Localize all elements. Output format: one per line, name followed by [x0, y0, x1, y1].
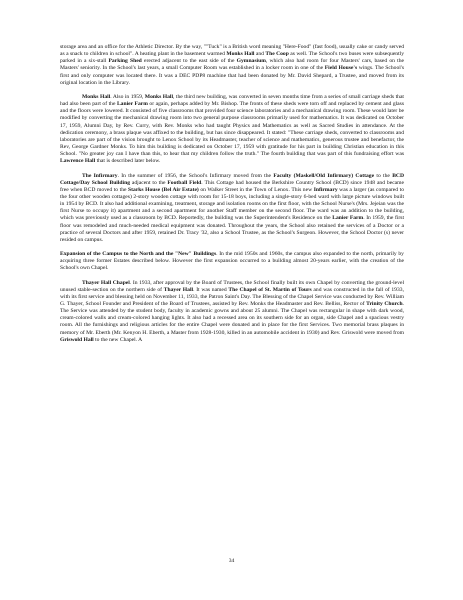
bold-term: Faculty (Maskell/Old Infirmary) Cottage [273, 172, 375, 179]
bold-term: The Chapel of St. Martin of Tours [228, 286, 312, 293]
text-run: . In the mid 1950s and 1960s, the campus also expanded to the north, primarily by acquiring three former Estates described below. However the first expansion occurred to a building almost 20-years earlier, with the creation of the School's own Chapel. [60, 251, 404, 272]
bold-term: Monks Hall [82, 93, 111, 100]
text-run: that is described later below. [95, 158, 161, 165]
bold-term: Football Field [167, 179, 202, 186]
text-run: and [254, 51, 266, 58]
bold-term: Infirmary [313, 186, 338, 193]
paragraph-p4 [60, 251, 404, 272]
text-run: to the new Chapel. A [93, 336, 143, 343]
paragraph-p2 [60, 94, 404, 166]
text-run: to the [374, 172, 393, 179]
paragraph-p3 [60, 173, 404, 245]
bold-term: Field House's [324, 65, 358, 72]
text-run: . This Cottage had housed the Berkshire Country School (BCD) since 1948 and became free when BCD moved to the [60, 179, 404, 193]
bold-term: Parking Shed [108, 58, 142, 65]
text-run: wings. The School's first and only computer was located there. It was a DEC PDP8 machine that had been donated by Mr. David Shepard, a Trustee, and moved from its original location in the Library. [60, 65, 405, 86]
text-run: . In 1933, after approval by the Board of Trustees, the School finally built its own Chapel by converting the ground-level unused stable-section on the northern side of [60, 279, 404, 293]
text-run: . It was named [193, 286, 229, 293]
text-run: . Also in 1959, [110, 93, 145, 100]
text-run: storage area and an office for the Athletic Director. By the way, ""Tuck" is a British word meaning "Here-Food" (fast food), usually cake or candy served as a snack to children in school". A heating plant in the basement warmed [60, 44, 404, 58]
bold-term: Thayer Hall Chapel [82, 279, 130, 286]
bold-term: Monks Hall [226, 51, 255, 58]
text-run: and was constructed in the fall of 1933, with its first service and blessing held on November 11, 1933, the Patron Saint's Day. The Blessing of the Chapel Service was conducted by Rev. William G. Thayer, School Founder and President of the Board of Trustees, assisted by Rev. Monks the Headmaster and Rev. Belliss, Rector of [60, 286, 404, 307]
bold-term: Gymnasium [236, 58, 266, 65]
text-run: , which also had room for four Masters' cars, based on the Masters' seniority. In the School's last years, a small Computer Room was established in a locker room in one of the [60, 58, 405, 72]
bold-term: BCD Cottage/Day School Building [60, 172, 404, 186]
paragraph-p1 [60, 44, 404, 87]
text-run: or again, perhaps added by Mr. Bishop. The fronts of these sheds were torn off and replaced by cement and glass and the floors were lowered. It consisted of five classrooms that provided four science laboratories and a mechanical drawing room. These would later be modified by converting the mechanical drawing room into two general purpose classrooms primarily used for mathematics. It was dedicated on October 17, 1959, Alumni Day, by Rev. Curry, with Rev. Monks who had taught Physics and Mathematics as well as Sacred Studies in attendance. At the dedication ceremony, a brass plaque was affixed to the building, but has since disappeared. It stated: "These carriage sheds, converted to classrooms and laboratories are part of the vision brought to Lenox School by its Headmaster, teacher of science and mathematics, generous trustee and benefactor, the Rev, George Gardner Monks. To him this building is dedicated on October 17, 1959 with gratitude for his part in building Christian education in this School. "No greater joy can I have than this, to hear that my children follow the truth." The fourth building that was part of this fundraising effort was [60, 101, 405, 158]
bold-term: Griswold Hall [60, 336, 94, 343]
text-run: . In 1959, the first floor was remodeled and much-needed medical equipment was donated. Throughout the years, the School also retained the services of a Doctor or a practice of several Doctors and after 1959, retained Dr. Tracy '32, also a School Trustee, as the School's Surgeon. However, the School Doctor (s) never resided on campus. [60, 215, 404, 243]
bold-term: Lanier Farm [332, 215, 364, 222]
text-run: erected adjacent to the east side of the [141, 58, 237, 65]
text-run: adjacent to the [130, 179, 168, 186]
bold-term: Starks House (Bel Air Estate) [128, 186, 199, 193]
bold-term: Expansion of the Campus to the North and the "New" Buildings [60, 251, 217, 258]
body-text [60, 44, 404, 351]
text-run: . The Service was attended by the student body, faculty in academic gowns and about 25 alumni. The Chapel was rectangular in shape with dark wood, cream-colored walls and cream-colored hanging lights. It also had a recessed area on its southern side for an organ, side Chapel and a spacious vestry room. All the furnishings and religious articles for the entire Chapel were donated and in place for the first Services. Two memorial brass plaques in memory of Mr. Eberth (Mr. Kenyon H. Eberth, a Master from 1928-1930, killed in an automobile accident in 1930) and Rev. Griswold were moved from [60, 301, 405, 336]
bold-term: Trinity Church [366, 301, 403, 307]
bold-term: Lawrence Hall [60, 158, 96, 165]
text-run: as well. The School's two buses were subsequently parked in a six-stall [60, 51, 405, 65]
bold-term: Thayer Hall [163, 286, 194, 293]
bold-term: The Infirmary [82, 172, 118, 179]
text-run: . In the summer of 1956, the School's Infirmary moved from the [117, 172, 274, 179]
page-number: 34 [228, 558, 235, 564]
text-run: , the third new building, was converted in seven months time from a series of small carriage sheds that had also been part of the [60, 93, 404, 108]
bold-term: The Coop [265, 51, 289, 58]
bold-term: Lanier Farm [116, 101, 148, 108]
bold-term: Monks Hall [144, 93, 174, 100]
paragraph-p5 [60, 280, 404, 344]
text-run: was a larger (as compared to the four other wooden cottages) 2-story wooden cottage with room for 15-18 boys, including a single-story 6-bed ward with large picture windows built in 1954 by BCD. It also had additional examining, treatment, storage and isolation rooms on the first floor, with the School Nurse's (Mrs. Jejeian was the first Nurse to occupy it) apartment and a second apartment for another Staff member on the second floor. The ward was an addition to the building, which was previously used as a classroom by BCD. Reportedly, the building was the Superintendent's Residence on the [60, 186, 404, 222]
text-run: on Walker Street in the Town of Lenox. This new [198, 186, 314, 193]
